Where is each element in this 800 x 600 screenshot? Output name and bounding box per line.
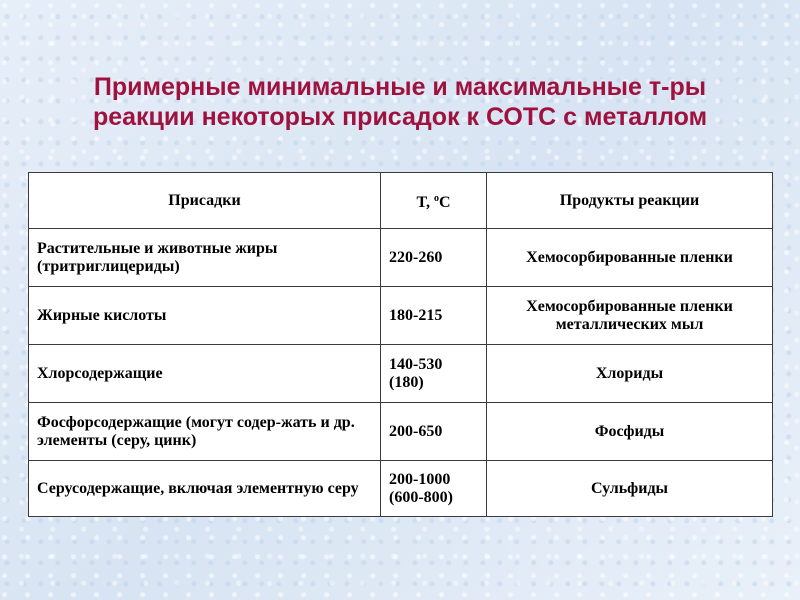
title-line-2: реакции некоторых присадок к СОТС с металлом [92,103,708,131]
cell-product: Хемосорбированные пленки металлических мыл [487,287,773,345]
cell-additive: Жирные кислоты [29,287,381,345]
cell-additive: Серусодержащие, включая элементную серу [29,461,381,517]
header-products: Продукты реакции [487,173,773,229]
cell-additive: Фосфорсодержащие (могут содер-жать и др. элементы (серу, цинк) [29,403,381,461]
table-row [29,403,773,461]
table-row [29,345,773,403]
cell-temperature: 140-530 (180) [381,345,487,403]
cell-product: Хлориды [487,345,773,403]
header-temperature: T, $^o$C [381,173,487,229]
cell-additive: Растительные и животные жиры (тритриглицериды) [29,229,381,287]
title-line-1: Примерные минимальные и максимальные т-ры [93,73,707,101]
cell-product: Сульфиды [487,461,773,517]
header-additives: Присадки [29,173,381,229]
cell-temperature: 200-1000 (600-800) [381,461,487,517]
table-row [29,229,773,287]
cell-product: Хемосорбированные пленки [487,229,773,287]
cell-temperature: 200-650 [381,403,487,461]
table-header-row [29,173,773,229]
table-row [29,461,773,517]
cell-temperature: 220-260 [381,229,487,287]
cell-product: Фосфиды [487,403,773,461]
table-row [29,287,773,345]
cell-additive: Хлорсодержащие [29,345,381,403]
degree-superscript: o [433,192,439,204]
additives-table [28,172,773,517]
slide-title [0,72,800,132]
cell-temperature: 180-215 [381,287,487,345]
